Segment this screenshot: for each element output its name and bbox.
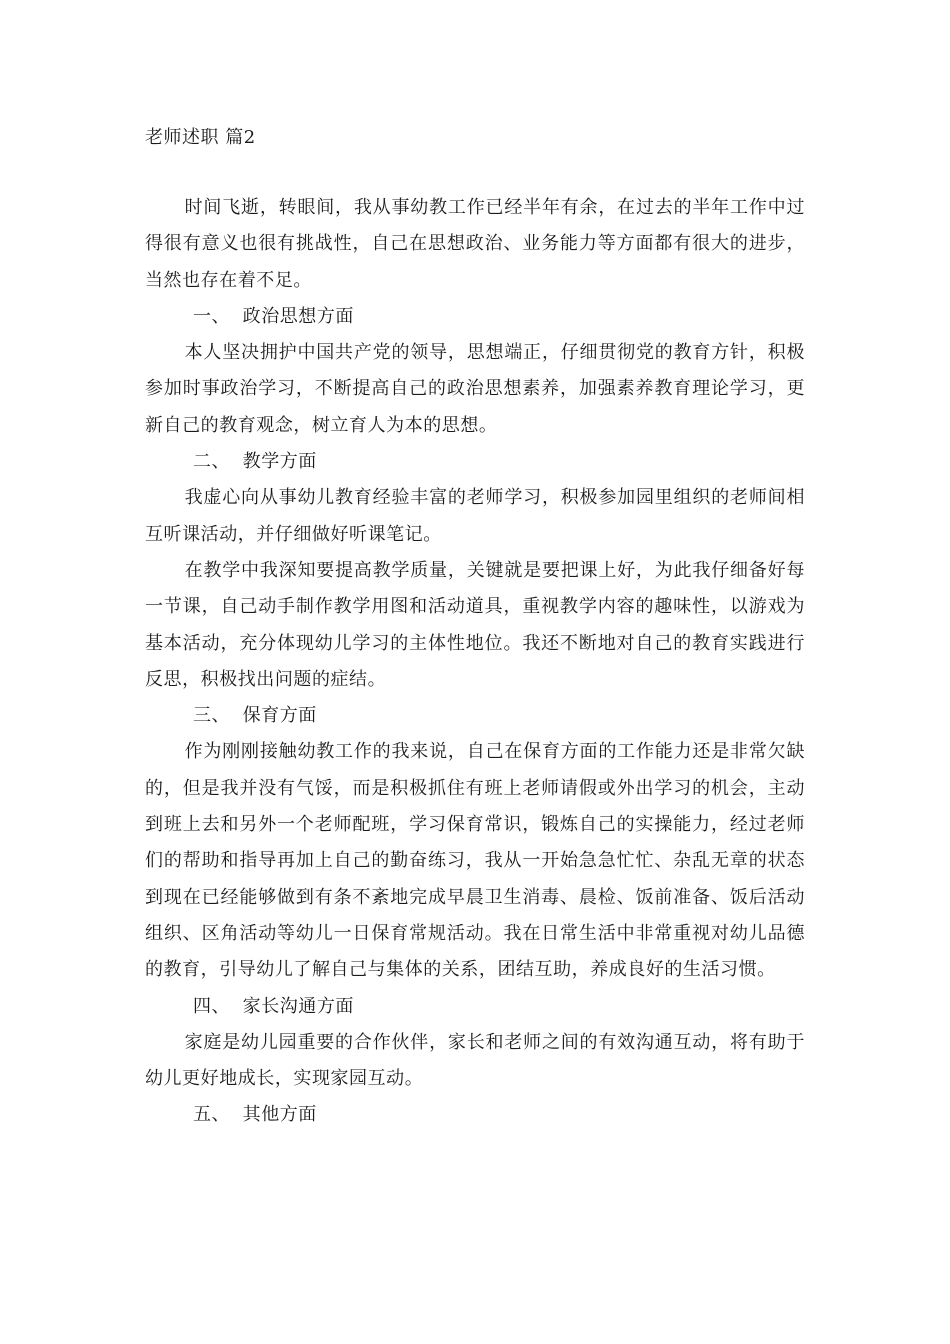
paragraph-teaching-2: 在教学中我深知要提高教学质量，关键就是要把课上好，为此我仔细备好每一节课，自己动手制作教学用图和活动道具，重视教学内容的趣味性，以游戏为基本活动，充分体现幼儿学习的主体性地位。我还不断地对自己的教育实践进行反思，积极找出问题的症结。 <box>145 559 805 690</box>
section-heading-care: 三、 保育方面 <box>193 705 317 727</box>
document-body <box>145 190 805 1134</box>
paragraph-politics: 本人坚决拥护中国共产党的领导，思想端正，仔细贯彻党的教育方针，积极参加时事政治学习，不断提高自己的政治思想素养，加强素养教育理论学习，更新自己的教育观念，树立育人为本的思想。 <box>145 342 805 436</box>
section-heading-parents: 四、 家长沟通方面 <box>193 995 354 1017</box>
section-heading-teaching: 二、 教学方面 <box>193 451 317 473</box>
section-heading-politics: 一、 政治思想方面 <box>193 305 354 327</box>
paragraph-parents: 家庭是幼儿园重要的合作伙伴，家长和老师之间的有效沟通互动，将有助于幼儿更好地成长，实现家园互动。 <box>145 1031 805 1090</box>
paragraph-care: 作为刚刚接触幼教工作的我来说，自己在保育方面的工作能力还是非常欠缺的，但是我并没有气馁，而是积极抓住有班上老师请假或外出学习的机会，主动到班上去和另外一个老师配班，学习保育常识，锻炼自己的实操能力，经过老师们的帮助和指导再加上自己的勤奋练习，我从一开始急急忙忙、杂乱无章的状态到现在已经能够做到有条不紊地完成早晨卫生消毒、晨检、饭前准备、饭后活动组织、区角活动等幼儿一日保育常规活动。我在日常生活中非常重视对幼儿品德的教育，引导幼儿了解自己与集体的关系，团结互助，养成良好的生活习惯。 <box>145 741 805 981</box>
section-heading-other: 五、 其他方面 <box>193 1104 317 1126</box>
document-title: 老师述职 篇2 <box>145 127 256 148</box>
paragraph-teaching-1: 我虚心向从事幼儿教育经验丰富的老师学习，积极参加园里组织的老师间相互听课活动，并仔细做好听课笔记。 <box>145 487 805 545</box>
paragraph-intro: 时间飞逝，转眼间，我从事幼教工作已经半年有余，在过去的半年工作中过得很有意义也很有挑战性，自己在思想政治、业务能力等方面都有很大的进步，当然也存在着不足。 <box>145 197 805 291</box>
